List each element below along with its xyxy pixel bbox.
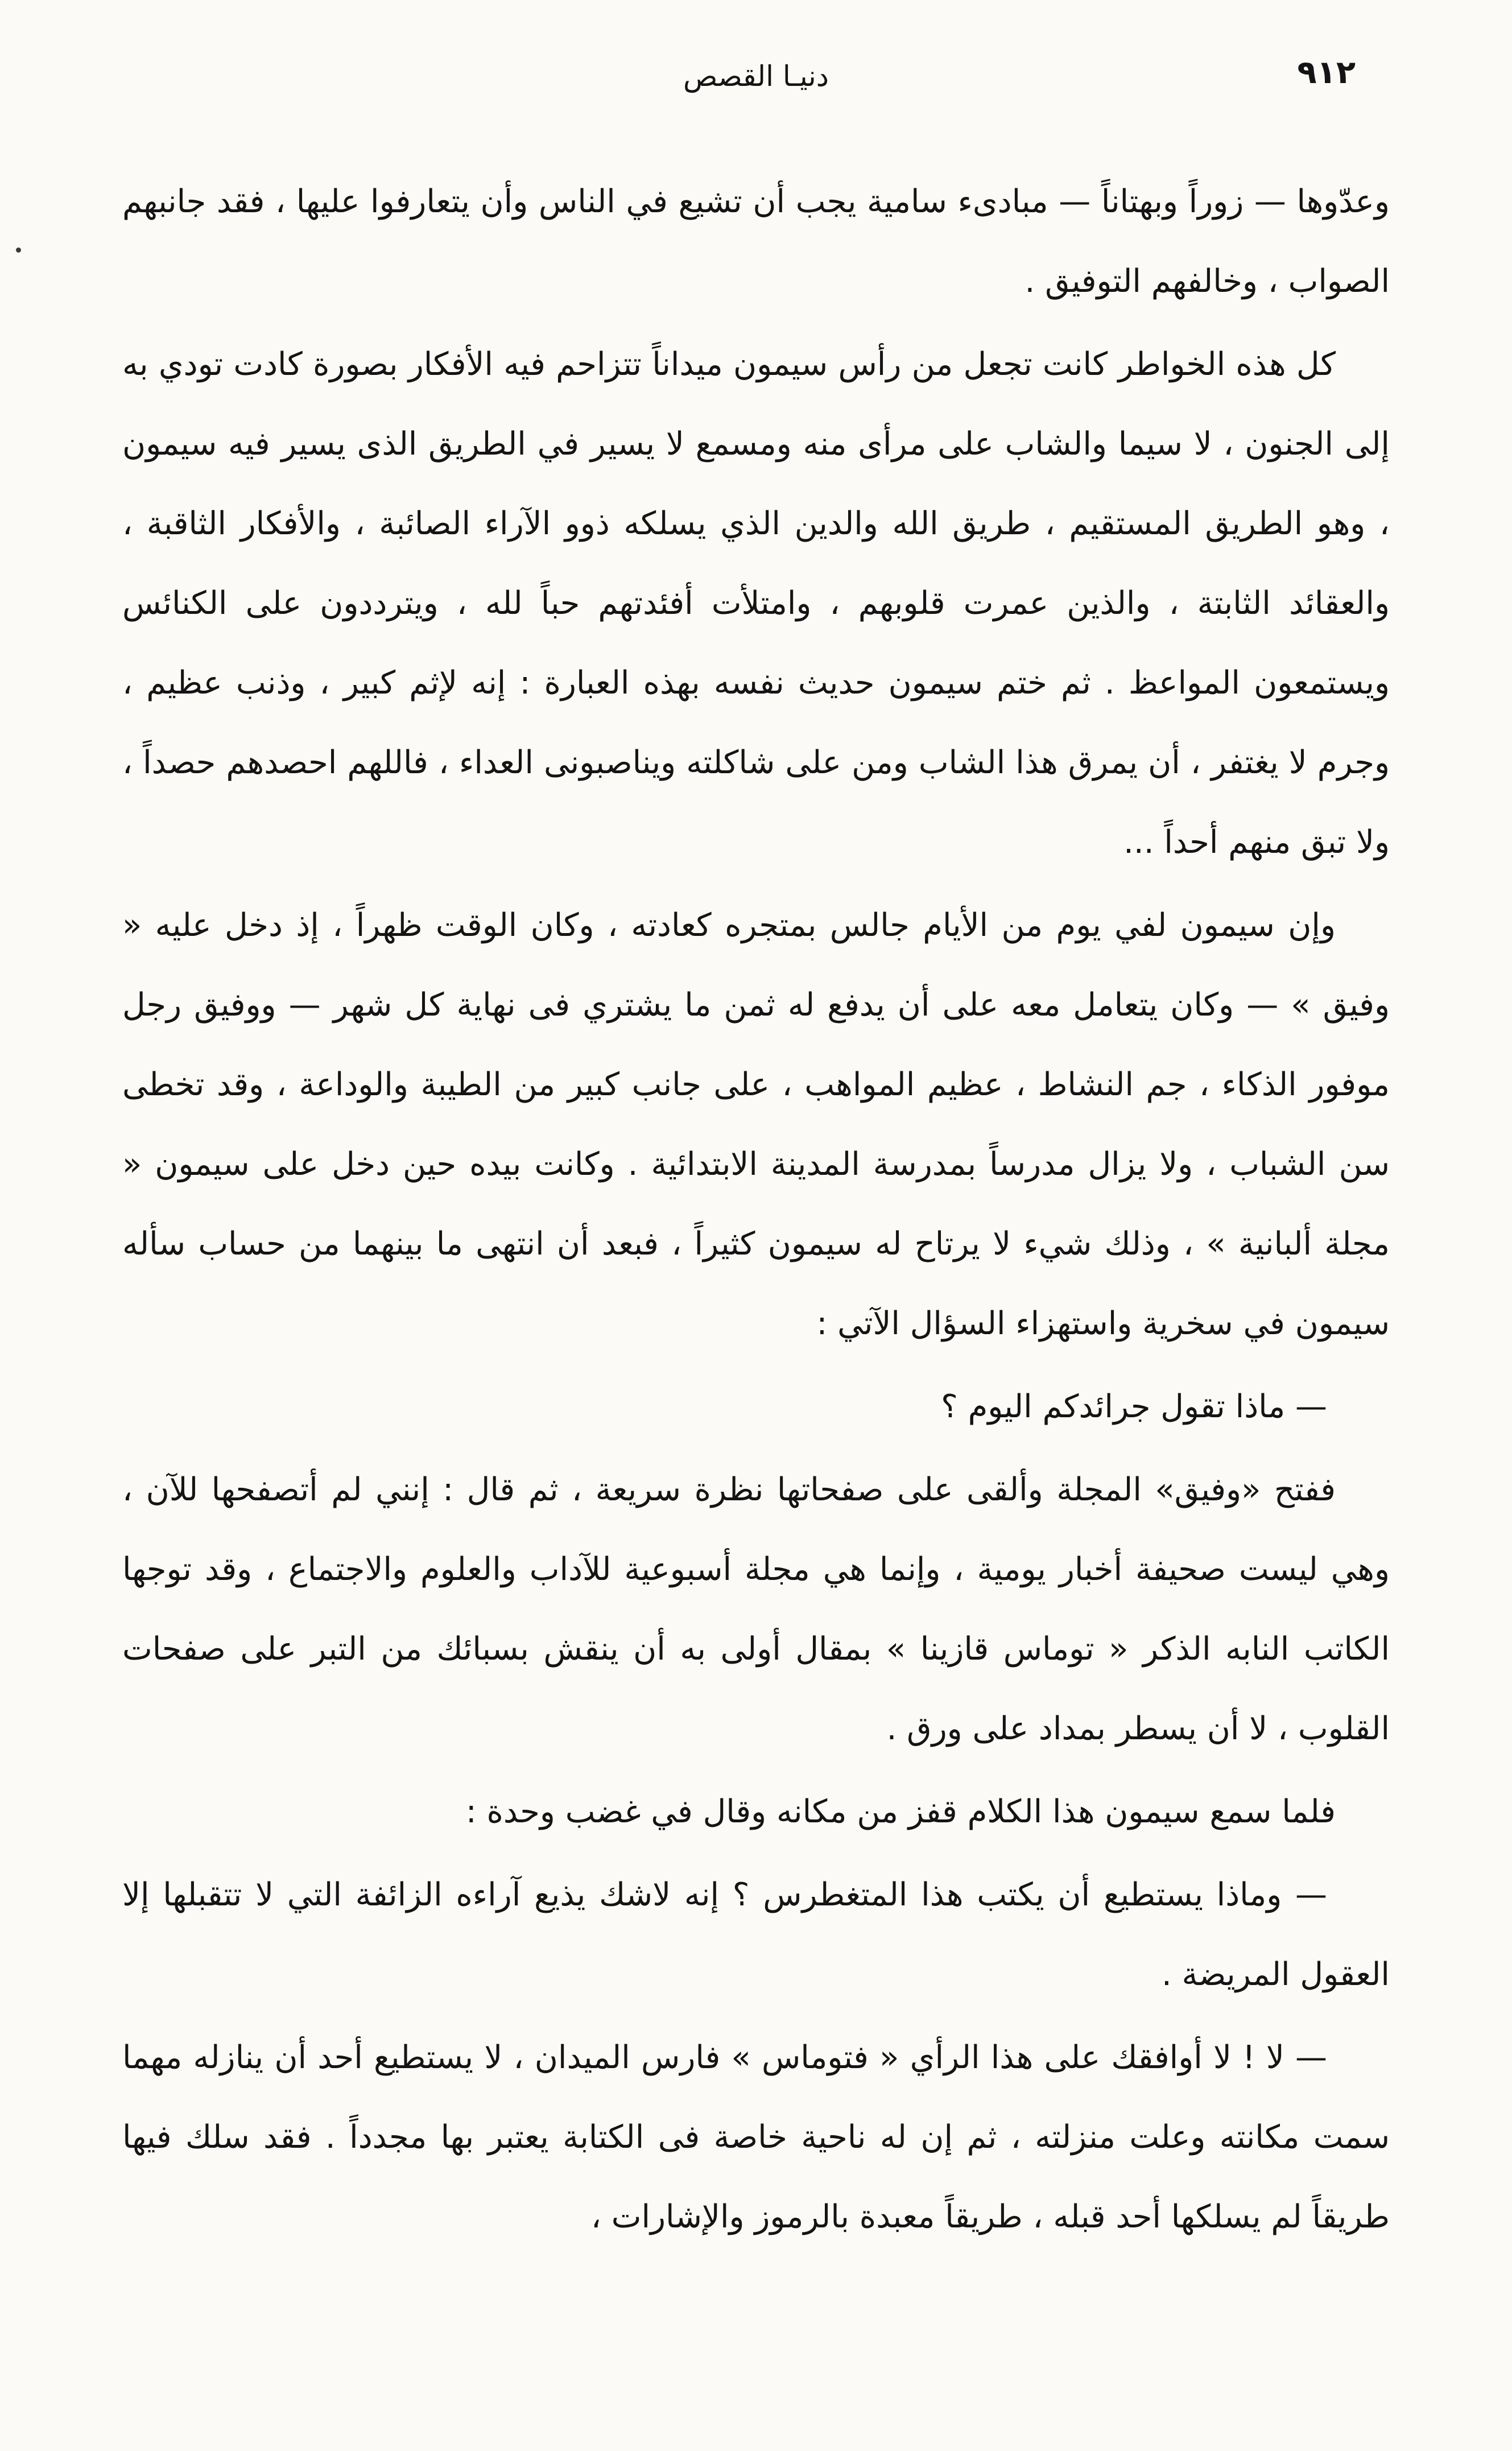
paragraph: ففتح «وفيق» المجلة وألقى على صفحاتها نظرة سريعة ، ثم قال : إنني لم أتصفحها للآن ، وهي ليست صحيفة أخبار يومية ، وإنما هي مجلة أسبوعية للآداب والعلوم والاجتماع ، وقد توجها الكاتب النابه الذكر « توماس قازينا » بمقال أولى به أن ينقش بسبائك من التبر على صفحات القلوب ، لا أن يسطر بمداد على ورق . (122, 1471, 1390, 1747)
paragraph-continuation: وعدّوها — زوراً وبهتاناً — مبادىء سامية يجب أن تشيع في الناس وأن يتعارفوا عليها ، فقد جانبهم الصواب ، وخالفهم التوفيق . (122, 183, 1390, 300)
paragraph: وإن سيمون لفي يوم من الأيام جالس بمتجره كعادته ، وكان الوقت ظهراً ، إذ دخل عليه « وفيق » — وكان يتعامل معه على أن يدفع له ثمن ما يشتري فى نهاية كل شهر — ووفيق رجل موفور الذكاء ، جم النشاط ، عظيم المواهب ، على جانب كبير من الطيبة والوداعة ، وقد تخطى سن الشباب ، ولا يزال مدرساً بمدرسة المدينة الابتدائية . وكانت بيده حين دخل على سيمون « مجلة ألبانية » ، وذلك شيء لا يرتاح له سيمون كثيراً ، فبعد أن انتهى ما بينهما من حساب سأله سيمون في سخرية واستهزاء السؤال الآتي : (122, 907, 1390, 1342)
dialogue-line: — وماذا يستطيع أن يكتب هذا المتغطرس ؟ إنه لاشك يذيع آراءه الزائفة التي لا تتقبلها إلا العقول المريضة . (122, 1876, 1390, 1993)
scan-speck (16, 247, 21, 253)
running-title: دنيـا القصص (683, 60, 829, 93)
paragraph: كل هذه الخواطر كانت تجعل من رأس سيمون ميداناً تتزاحم فيه الأفكار بصورة كادت تودي به إلى الجنون ، لا سيما والشاب على مرأى منه ومسمع لا يسير في الطريق الذى يسير فيه سيمون ، وهو الطريق المستقيم ، طريق الله والدين الذي يسلكه ذوو الآراء الصائبة ، والأفكار الثاقبة ، والعقائد الثابتة ، والذين عمرت قلوبهم ، وامتلأت أفئدتهم حباً لله ، ويترددون على الكنائس ويستمعون المواعظ . ثم ختم سيمون حديث نفسه بهذه العبارة : إنه لإثم كبير ، وذنب عظيم ، وجرم لا يغتفر ، أن يمرق هذا الشاب ومن على شاكلته ويناصبونى العداء ، فاللهم احصدهم حصداً ، ولا تبق منهم أحداً ... (122, 346, 1390, 861)
dialogue-line: — ماذا تقول جرائدكم اليوم ؟ (941, 1388, 1327, 1425)
text-column (122, 162, 1390, 2257)
paragraph: فلما سمع سيمون هذا الكلام قفز من مكانه وقال في غضب وحدة : (465, 1793, 1336, 1830)
page-number: ٩١٢ (1297, 54, 1356, 91)
page-header (122, 54, 1390, 139)
dialogue-line: — لا ! لا أوافقك على هذا الرأي « فتوماس » فارس الميدان ، لا يستطيع أحد أن ينازله مهما سمت مكانته وعلت منزلته ، ثم إن له ناحية خاصة فى الكتابة يعتبر بها مجدداً . فقد سلك فيها طريقاً لم يسلكها أحد قبله ، طريقاً معبدة بالرموز والإشارات ، (122, 2039, 1390, 2235)
